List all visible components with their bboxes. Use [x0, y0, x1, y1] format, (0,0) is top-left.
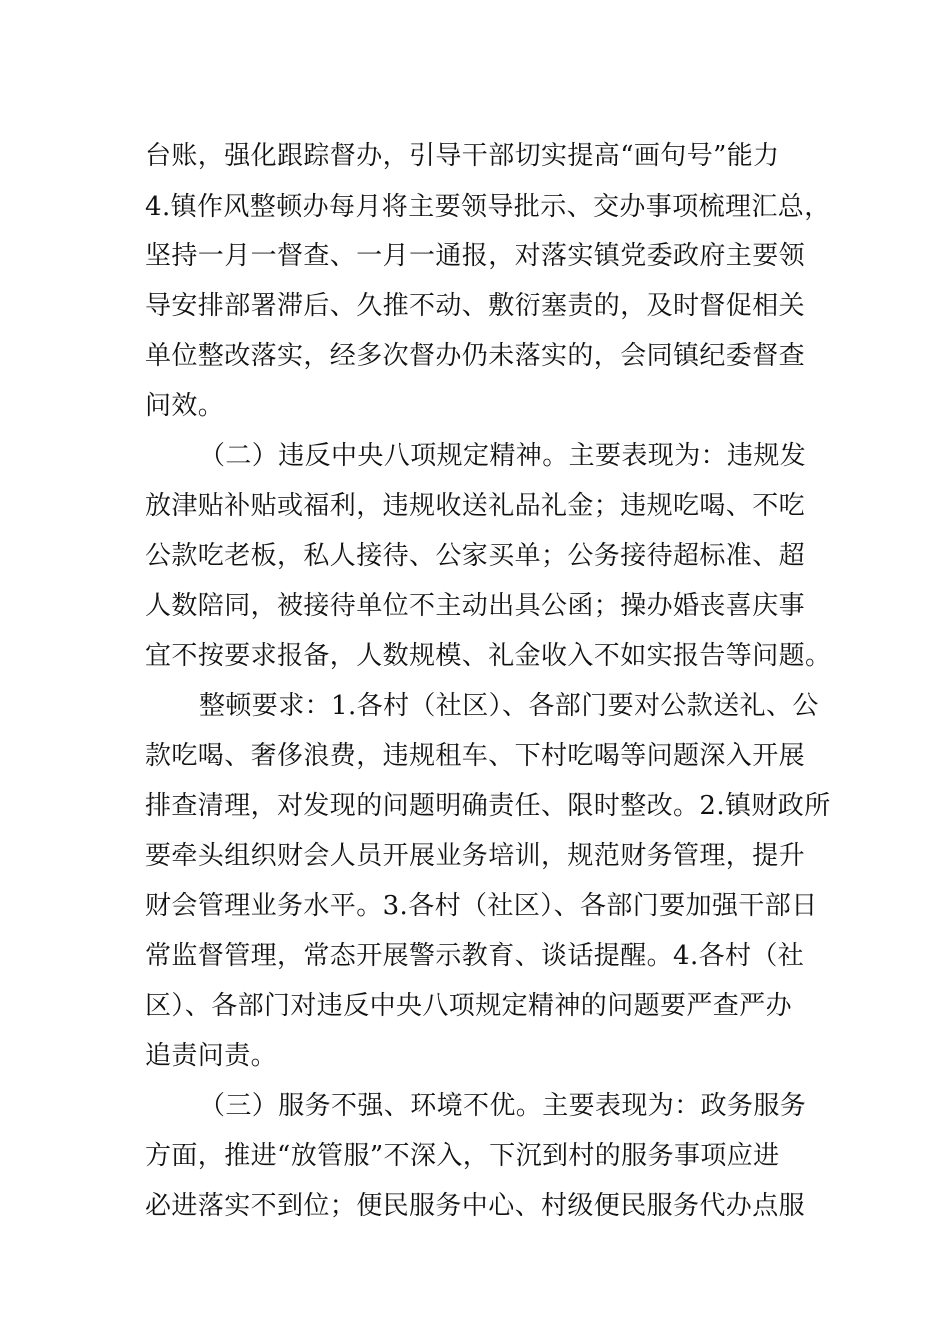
text-line: 4.镇作风整顿办每月将主要领导批示、交办事项梳理汇总， [145, 192, 831, 222]
text-line: 追责问责。 [145, 1041, 278, 1071]
text-line: 坚持一月一督查、一月一通报，对落实镇党委政府主要领 [145, 241, 806, 271]
text-line: 款吃喝、奢侈浪费，违规租车、下村吃喝等问题深入开展 [145, 741, 806, 771]
text-line: 要牵头组织财会人员开展业务培训，规范财务管理，提升 [145, 841, 806, 871]
text-line: 导安排部署滞后、久推不动、敷衍塞责的，及时督促相关 [145, 291, 806, 321]
text-line: 常监督管理，常态开展警示教育、谈话提醒。4.各村（社 [145, 941, 805, 971]
text-line: 排查清理，对发现的问题明确责任、限时整改。2.镇财政所 [145, 791, 831, 821]
text-line: 单位整改落实，经多次督办仍未落实的，会同镇纪委督查 [145, 341, 806, 371]
text-line: 问效。 [145, 391, 225, 421]
text-line: 财会管理业务水平。3.各村（社区）、各部门要加强干部日 [145, 891, 818, 921]
text-line: 公款吃老板，私人接待、公家买单；公务接待超标准、超 [145, 541, 806, 571]
text-line: 必进落实不到位；便民服务中心、村级便民服务代办点服 [145, 1191, 806, 1221]
requirements-line: 整顿要求：1.各村（社区）、各部门要对公款送礼、公 [199, 691, 819, 721]
text-line: 放津贴补贴或福利，违规收送礼品礼金；违规吃喝、不吃 [145, 491, 806, 521]
text-line: 区）、各部门对违反中央八项规定精神的问题要严查严办 [145, 991, 793, 1021]
text-line: 宜不按要求报备，人数规模、礼金收入不如实报告等问题。 [145, 641, 832, 671]
text-line: 人数陪同，被接待单位不主动出具公函；操办婚丧喜庆事 [145, 591, 806, 621]
text-line: 台账，强化跟踪督办，引导干部切实提高“画句号”能力 [145, 141, 780, 171]
section-heading-line: （二）违反中央八项规定精神。主要表现为：违规发 [199, 441, 807, 471]
text-line: 方面，推进“放管服”不深入，下沉到村的服务事项应进 [145, 1141, 780, 1171]
section-heading-line: （三）服务不强、环境不优。主要表现为：政务服务 [199, 1091, 807, 1121]
